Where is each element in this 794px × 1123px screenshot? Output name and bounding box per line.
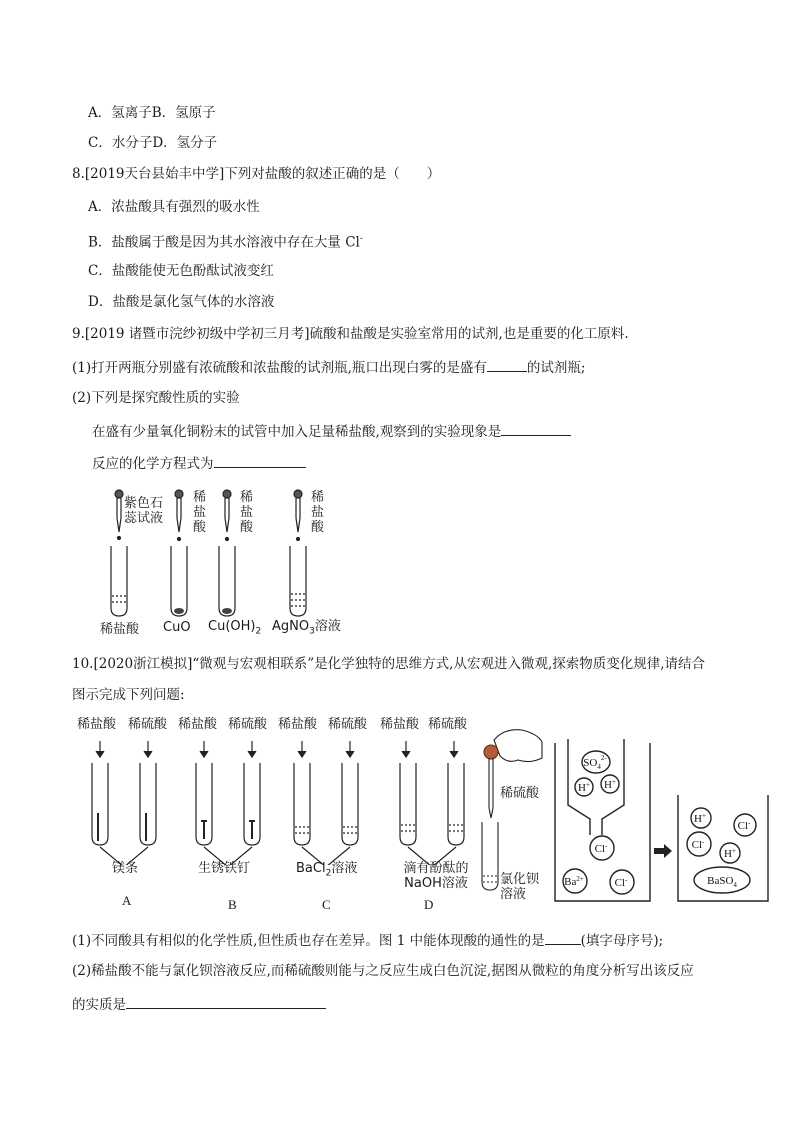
- svg-text:BaSO4: BaSO$_4$: [707, 875, 737, 889]
- reagent-label-acid-4: 稀盐酸: [311, 490, 325, 535]
- answer-blank[interactable]: [545, 930, 581, 945]
- reagent-label-acid-3: 稀盐酸: [240, 490, 254, 535]
- hand-icon: [494, 730, 542, 762]
- acid-label-c1: 稀盐酸: [278, 717, 318, 732]
- q8-option-c: C．盐酸能使无色酚酞试液变红: [88, 263, 274, 279]
- svg-text:Cl-: Cl-: [614, 876, 628, 889]
- tube-label-2: CuO: [163, 620, 191, 635]
- group-a-label: 镁条: [112, 861, 139, 876]
- acid-label-a2: 稀硫酸: [128, 717, 168, 732]
- acid-label-b1: 稀盐酸: [178, 717, 218, 732]
- acid-label-a1: 稀盐酸: [77, 717, 117, 732]
- group-b-label: 生锈铁钉: [198, 861, 251, 876]
- group-c-label: BaCl$_2$溶液: [296, 861, 358, 879]
- q7-options-cd: C．水分子D．氢分子: [88, 135, 218, 151]
- group-a-letter: A: [122, 893, 132, 908]
- q10-micro-diagram: [550, 735, 775, 910]
- arrow-group: [96, 741, 458, 757]
- svg-text:H+: H+: [604, 778, 616, 791]
- svg-text:SO42-: $SO_4^{2-}$: [583, 754, 607, 771]
- tube-label-4: AgNO$_3$溶液: [272, 619, 341, 637]
- test-tube-bacl2: [482, 822, 498, 890]
- q10-stem-2: 图示完成下列问题:: [72, 687, 185, 703]
- answer-blank[interactable]: [126, 994, 326, 1009]
- answer-blank[interactable]: [214, 453, 306, 468]
- q9-part2-a: 在盛有少量氧化铜粉末的试管中加入足量稀盐酸,观察到的实验现象是: [92, 421, 571, 441]
- acid-label-d2: 稀硫酸: [428, 717, 468, 732]
- svg-text:H+: H+: [724, 847, 736, 860]
- test-tube-1: [111, 546, 127, 616]
- q9-part2-b: 反应的化学方程式为: [92, 453, 306, 473]
- group-d-letter: D: [424, 897, 434, 912]
- dropper-3: [223, 490, 231, 532]
- q10-part2-a: (2)稀盐酸不能与氯化钡溶液反应,而稀硫酸则能与之反应生成白色沉淀,据图从微粒的角度分析写出该反应: [72, 963, 694, 979]
- test-tube-2: [171, 546, 187, 616]
- q8-option-b: B．盐酸属于酸是因为其水溶液中存在大量 Cl-: [88, 234, 363, 251]
- svg-text:H+: H+: [694, 812, 706, 825]
- q7-options-ab: A．氢离子B．氢原子: [88, 105, 216, 121]
- q10-figure-1: [70, 735, 480, 865]
- answer-blank[interactable]: [487, 357, 527, 372]
- reaction-arrow-icon: [654, 844, 672, 858]
- answer-blank[interactable]: [501, 421, 571, 436]
- q9-part1: (1)打开两瓶分别盛有浓硫酸和浓盐酸的试剂瓶,瓶口出现白雾的是盛有 的试剂瓶;: [72, 357, 585, 377]
- test-tube-3: [219, 546, 235, 616]
- svg-text:Cl-: Cl-: [594, 842, 608, 855]
- bacl2-label: 氯化钡溶液: [500, 872, 540, 902]
- svg-text:H+: H+: [578, 781, 590, 794]
- reagent-label-acid-2: 稀盐酸: [193, 490, 207, 535]
- q10-stem-1: 10.[2020浙江模拟]“微观与宏观相联系”是化学独特的思维方式,从宏观进入微观,探索物质变化规律,请结合: [72, 656, 706, 672]
- q9-part2: (2)下列是探究酸性质的实验: [72, 390, 240, 406]
- dropper-2: [175, 490, 183, 532]
- tube-label-1: 稀盐酸: [100, 622, 140, 637]
- q10-part2-b: 的实质是: [72, 994, 326, 1014]
- q8-stem: 8.[2019天台县始丰中学]下列对盐酸的叙述正确的是（ ）: [72, 166, 441, 182]
- group-b-letter: B: [228, 897, 237, 912]
- svg-text:Cl-: Cl-: [737, 819, 751, 832]
- acid-label-c2: 稀硫酸: [328, 717, 368, 732]
- svg-text:Ba2+: $Ba^{2+}$: [564, 875, 584, 888]
- q10-dropper-figure: [478, 722, 558, 892]
- q8-option-a: A．浓盐酸具有强烈的吸水性: [88, 199, 260, 215]
- dropper-bulb: [484, 745, 498, 759]
- dropper-1: [115, 490, 123, 532]
- group-c-letter: C: [322, 897, 331, 912]
- svg-text:Cl-: Cl-: [691, 838, 705, 851]
- funnel: [568, 739, 624, 835]
- group-d-label: 滴有酚酞的NaOH溶液: [403, 861, 469, 891]
- q10-part1: (1)不同酸具有相似的化学性质,但性质也存在差异。图 1 中能体现酸的通性的是 (填字母序号);: [72, 930, 663, 950]
- reagent-label-litmus: 紫色石蕊试液: [124, 496, 164, 526]
- acid-label-b2: 稀硫酸: [228, 717, 268, 732]
- dropper-label: 稀硫酸: [500, 786, 540, 801]
- acid-label-d1: 稀盐酸: [380, 717, 420, 732]
- tube-label-3: $Cu(OH)_2$: [208, 619, 262, 637]
- dropper-4: [294, 490, 302, 532]
- q9-stem: 9.[2019 诸暨市浣纱初级中学初三月考]硫酸和盐酸是实验室常用的试剂,也是重要的化工原料.: [72, 326, 629, 342]
- q8-option-d: D．盐酸是氯化氢气体的水溶液: [88, 294, 275, 310]
